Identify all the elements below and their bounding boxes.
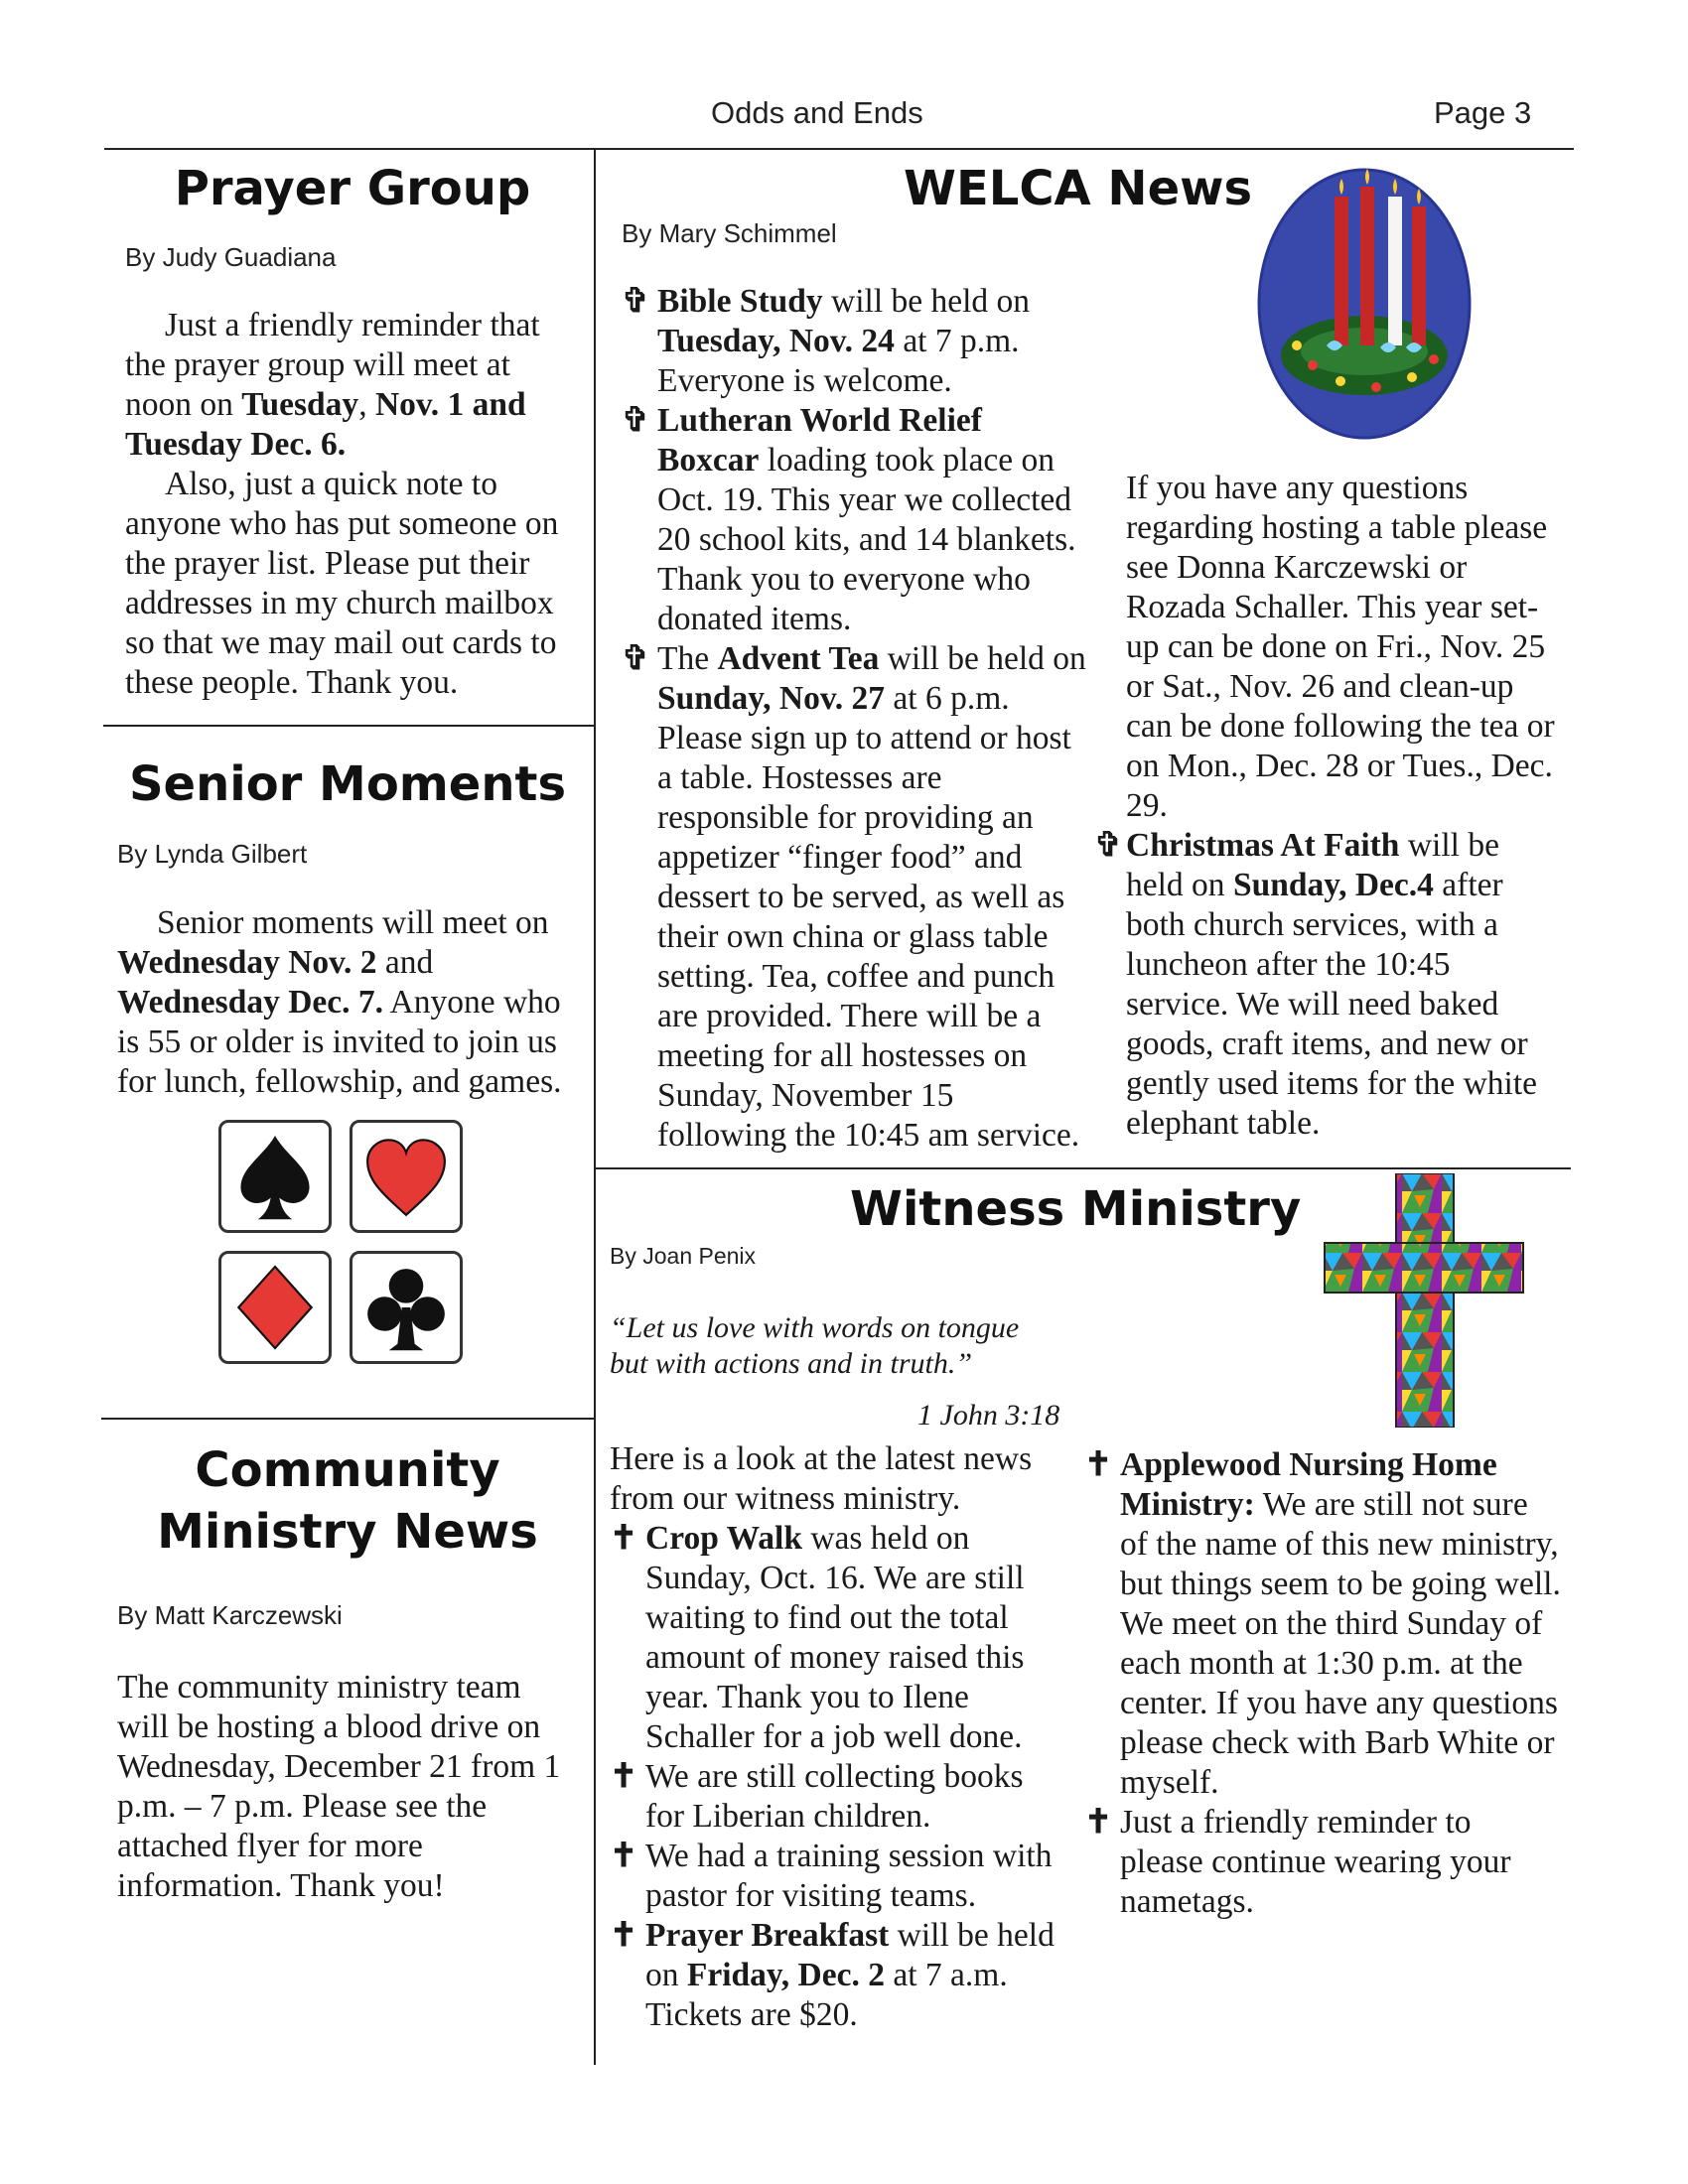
prayer-group-byline: By Judy Guadiana xyxy=(125,242,337,272)
advent-wreath-image xyxy=(1253,157,1476,445)
prayer-bold-day: Tuesday xyxy=(241,386,359,423)
witness-text: at 7 a.m. Tickets are $20. xyxy=(645,1957,1008,2033)
welca-item-bible-study xyxy=(622,282,1088,401)
witness-text: We had a training session with pastor for visiting teams. xyxy=(645,1838,1053,1914)
witness-item-books xyxy=(610,1757,1068,1837)
witness-ministry-byline: By Joan Penix xyxy=(610,1243,757,1269)
newsletter-section-title: Odds and Ends xyxy=(711,95,923,130)
witness-item-prayer-breakfast xyxy=(610,1916,1068,2035)
community-ministry-body: The community ministry team will be hosting a blood drive on Wednesday, December 21 from 1 p.m. – 7 p.m. Please see the attached flyer for more information. Thank you! xyxy=(117,1669,561,1904)
witness-bold: Crop Walk xyxy=(645,1520,802,1557)
community-ministry-byline: By Matt Karczewski xyxy=(117,1600,343,1630)
witness-text: We are still collecting books for Liberian children. xyxy=(645,1758,1024,1835)
cross-bullet-icon: ✞ xyxy=(622,402,650,439)
senior-bold-date-1: Wednesday Nov. 2 xyxy=(117,944,377,981)
welca-news-byline: By Mary Schimmel xyxy=(622,218,837,248)
heart-card xyxy=(350,1120,463,1233)
senior-text: Senior moments will meet on xyxy=(157,904,549,941)
welca-right-column xyxy=(1094,469,1561,1144)
community-title-line-1: Community xyxy=(195,1442,500,1498)
senior-moments-byline: By Lynda Gilbert xyxy=(117,839,308,869)
witness-bold: Friday, Dec. 2 xyxy=(686,1957,885,1993)
header-rule xyxy=(104,148,1574,150)
spade-card xyxy=(218,1120,332,1233)
welca-item-advent-tea xyxy=(622,639,1088,1156)
cross-icon xyxy=(1323,1173,1525,1428)
witness-intro: Here is a look at the latest news from our witness ministry. xyxy=(610,1440,1033,1517)
scripture-quote: “Let us love with words on tongue but with actions and in truth.” xyxy=(610,1311,1020,1380)
divider-welca-witness xyxy=(594,1167,1571,1169)
cross-bullet-icon: ✞ xyxy=(622,640,650,677)
witness-text: was held on Sunday, Oct. 16. We are still waiting to find out the total amount of money raised this year. Thank you to Ilene Schaller for a job well done. xyxy=(645,1520,1025,1755)
divider-prayer-senior xyxy=(103,725,594,727)
witness-item-crop-walk xyxy=(610,1519,1068,1757)
welca-text: will be held on xyxy=(1126,827,1499,903)
cross-bullet-icon: ✝ xyxy=(1084,1446,1113,1483)
witness-right-column xyxy=(1084,1445,1561,1922)
welca-bold: Sunday, Dec.4 xyxy=(1232,867,1434,903)
community-title-line-2: Ministry News xyxy=(157,1504,538,1560)
welca-text: will be held on xyxy=(879,640,1086,677)
column-divider xyxy=(594,149,596,2065)
prayer-text: Just a friendly reminder that the prayer group will meet at noon on xyxy=(125,307,540,423)
cross-bullet-icon: ✝ xyxy=(610,1520,638,1557)
community-ministry-title xyxy=(107,1439,588,1563)
prayer-paragraph-2: Also, just a quick note to anyone who has put someone on the prayer list. Please put their addresses in my church mailbox so that we may mail out cards to these people. Thank you. xyxy=(125,466,559,701)
senior-text: and xyxy=(376,944,434,981)
witness-text: We are still not sure of the name of this new ministry, but things seem to be going well. We meet on the third Sunday of each month at 1:30 p.m. at the center. If you have any questions please check with Barb White or myself. xyxy=(1120,1486,1561,1801)
prayer-paragraph-1 xyxy=(125,306,564,465)
welca-text: The xyxy=(657,640,718,677)
welca-left-column xyxy=(622,282,1088,1156)
prayer-bold-dates: Nov. 1 and Tuesday Dec. 6. xyxy=(125,386,526,463)
witness-item-training xyxy=(610,1837,1068,1916)
cross-bullet-icon: ✝ xyxy=(1084,1804,1113,1841)
senior-moments-body xyxy=(117,903,576,1102)
senior-bold-date-2: Wednesday Dec. 7. xyxy=(117,984,383,1021)
welca-bold: Advent Tea xyxy=(717,640,880,677)
cross-bullet-icon: ✞ xyxy=(1094,827,1123,864)
cross-bullet-icon: ✝ xyxy=(610,1758,638,1795)
welca-text: at 7 p.m. Everyone is welcome. xyxy=(657,323,1020,399)
witness-ministry-title: Witness Ministry xyxy=(850,1181,1302,1237)
welca-text: will be held on xyxy=(822,283,1031,320)
welca-text: loading took place on Oct. 19. This year we collected 20 school kits, and 14 blankets. Thank you to everyone who donated items. xyxy=(657,442,1076,637)
divider-senior-community xyxy=(101,1418,594,1420)
spade-icon xyxy=(221,1123,329,1230)
senior-moments-title: Senior Moments xyxy=(128,756,567,812)
witness-item-applewood xyxy=(1084,1445,1561,1803)
prayer-group-body xyxy=(125,306,564,703)
page-number: Page 3 xyxy=(1434,95,1532,130)
cross-bullet-icon: ✝ xyxy=(610,1917,638,1954)
welca-item-christmas-at-faith xyxy=(1094,826,1561,1144)
witness-text: will be held on xyxy=(645,1917,1055,1993)
welca-bold: Sunday, Nov. 27 xyxy=(657,680,886,717)
welca-bold: Bible Study xyxy=(657,283,823,320)
witness-item-nametags xyxy=(1084,1803,1561,1922)
welca-news-title: WELCA News xyxy=(904,161,1253,216)
club-icon xyxy=(352,1254,460,1361)
witness-bold: Prayer Breakfast xyxy=(645,1917,890,1954)
prayer-group-title: Prayer Group xyxy=(174,161,531,216)
club-card xyxy=(350,1251,463,1364)
welca-item-lwr-boxcar xyxy=(622,401,1088,639)
witness-text: Just a friendly reminder to please continue wearing your nametags. xyxy=(1120,1804,1511,1920)
welca-text: at 6 p.m. Please sign up to attend or host a table. Hostesses are responsible for providing an appetizer “finger food” and dessert to be served, as well as their own china or glass table setting. Tea, coffee and punch are provided. There will be a meeting for all hostesses on Sunday, November 15 following the 10:45 am service. xyxy=(657,680,1080,1154)
advent-wreath-icon xyxy=(1253,157,1476,445)
welca-bold: Christmas At Faith xyxy=(1126,827,1400,864)
welca-hosting-paragraph: If you have any questions regarding hosting a table please see Donna Karczewski or Rozada Schaller. This year set-up can be done on Fri., Nov. 25 or Sat., Nov. 26 and clean-up can be done following the tea or on Mon., Dec. 28 or Tues., Dec. 29. xyxy=(1126,470,1555,824)
senior-text: Anyone who is 55 or older is invited to join us for lunch, fellowship, and games. xyxy=(117,984,562,1100)
cross-bullet-icon: ✞ xyxy=(622,283,650,320)
diamond-card xyxy=(218,1251,332,1364)
prayer-text: , xyxy=(358,386,375,423)
heart-icon xyxy=(352,1123,460,1230)
cross-bullet-icon: ✝ xyxy=(610,1838,638,1874)
stained-glass-cross-image xyxy=(1323,1173,1525,1428)
welca-text: after both church services, with a luncheon after the 10:45 service. We will need baked goods, craft items, and new or gently used items for the white elephant table. xyxy=(1126,867,1538,1142)
senior-paragraph xyxy=(117,903,576,1102)
diamond-icon xyxy=(221,1254,329,1361)
welca-bold: Tuesday, Nov. 24 xyxy=(657,323,895,359)
witness-left-column xyxy=(610,1439,1068,2035)
scripture-reference: 1 John 3:18 xyxy=(917,1399,1060,1432)
welca-bold: Lutheran World Relief Boxcar xyxy=(657,402,982,478)
witness-bold: Applewood Nursing Home Ministry: xyxy=(1120,1446,1497,1523)
